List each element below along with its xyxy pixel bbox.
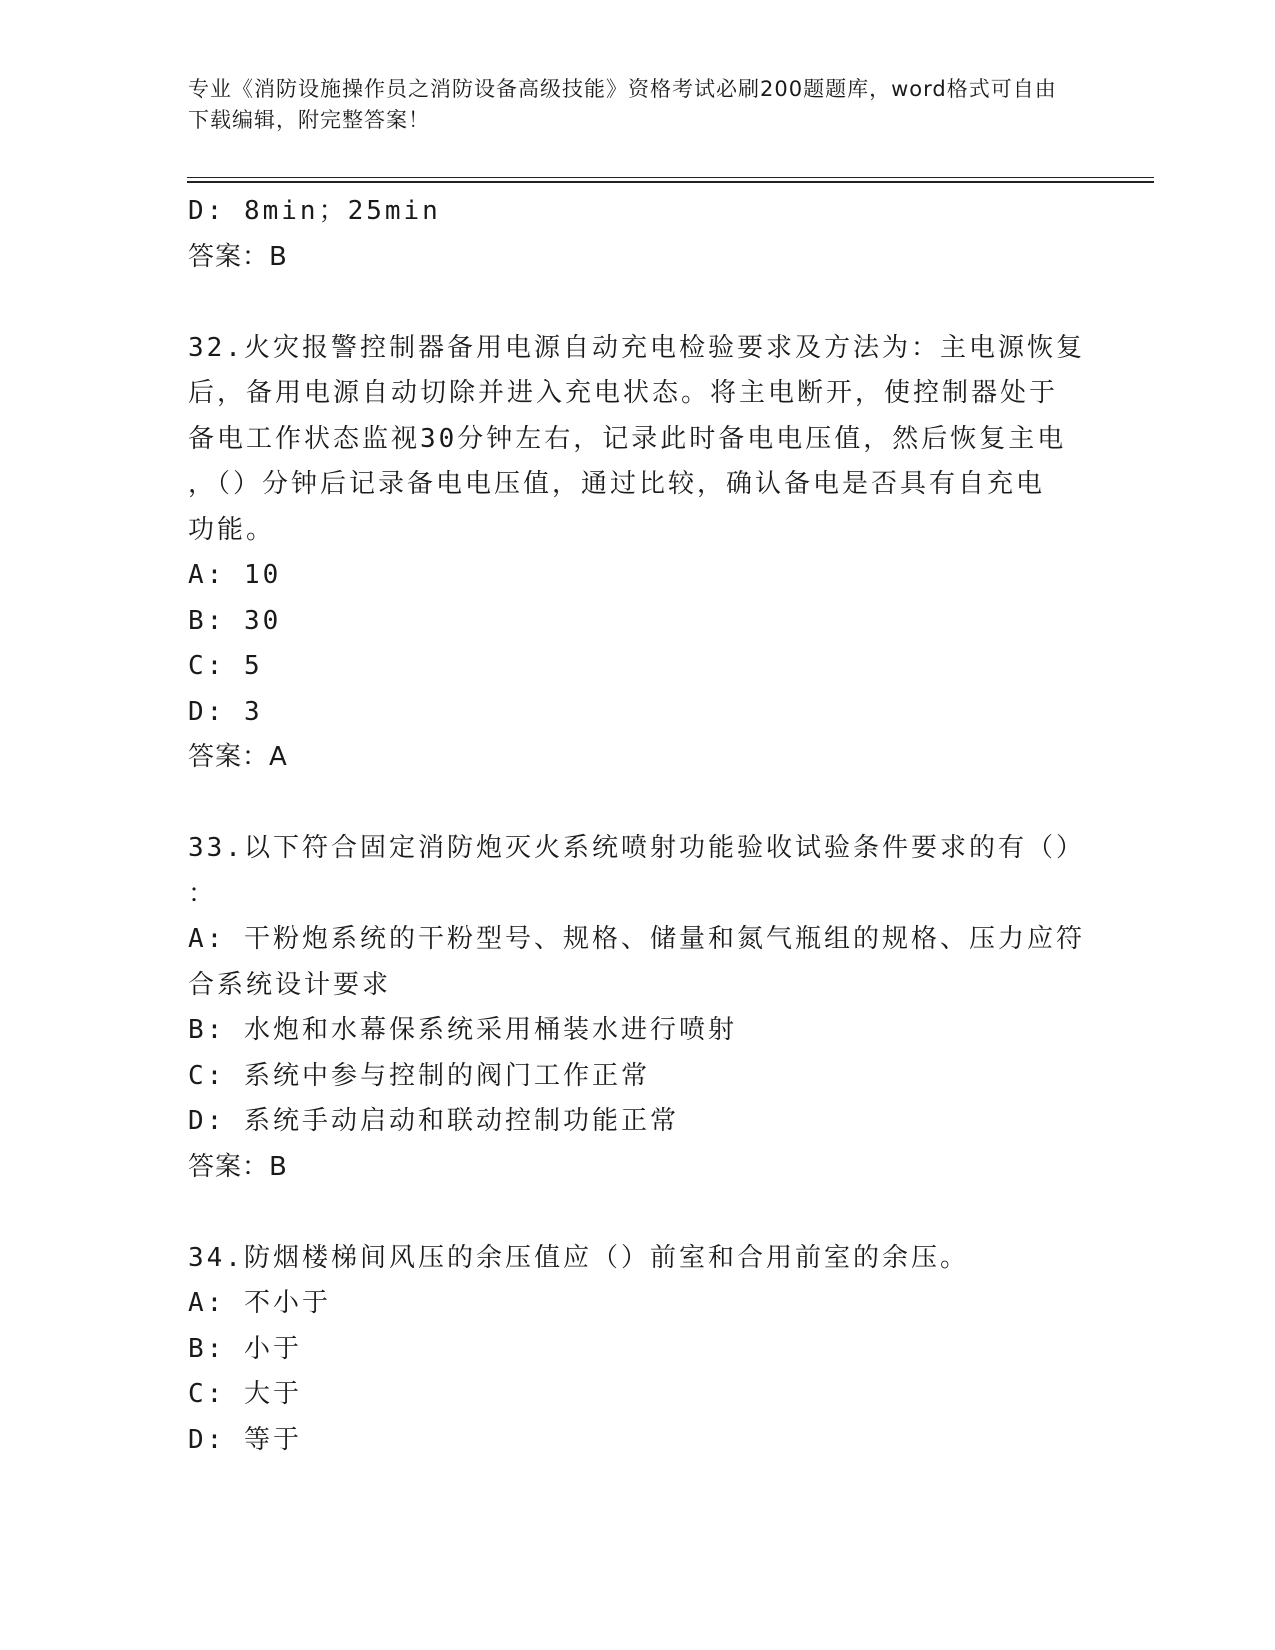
q34-stem-line-1: 34.防烟楼梯间风压的余压值应（）前室和合用前室的余压。 [188,1242,969,1273]
header-text: 专业《消防设施操作员之消防设备高级技能》资格考试必刷200题题库，word格式可自由下载编辑，附完整答案！ [188,77,1057,132]
spacer [188,1190,1088,1236]
q32-option-b: B: 30 [188,605,282,636]
q32-stem-line-4: ，（）分钟后记录备电电压值，通过比较，确认备电是否具有自充电 [188,469,1046,499]
q33-option-c: C: 系统中参与控制的阀门工作正常 [188,1060,650,1091]
question-33 [188,826,1088,1190]
q33-answer: 答案：B [188,1151,288,1182]
q33-option-d: D: 系统手动启动和联动控制功能正常 [188,1106,679,1136]
q34-option-a: A: 不小于 [188,1288,331,1318]
q32-stem-line-2: 后，备用电源自动切除并进入充电状态。将主电断开，使控制器处于 [188,378,1059,408]
q34-option-b: B: 小于 [188,1333,302,1364]
q34-option-d: D: 等于 [188,1424,302,1455]
q33-stem-line-1: 33.以下符合固定消防炮灭火系统喷射功能验收试验条件要求的有（） [188,833,1085,863]
q33-option-a-line-1: A: 干粉炮系统的干粉型号、规格、储量和氮气瓶组的规格、压力应符 [188,924,1085,954]
question-32 [188,326,1088,781]
q34-option-c: C: 大于 [188,1379,302,1409]
document-header [188,74,1068,136]
q32-stem-line-5: 功能。 [188,514,276,545]
spacer [188,781,1088,827]
header-rule-thick [187,181,1154,183]
header-rule-thin [187,177,1154,178]
question-34 [188,1236,1088,1464]
q33-option-b: B: 水炮和水幕保系统采用桶装水进行喷射 [188,1015,737,1045]
q32-answer: 答案：A [188,742,288,772]
q32-stem-line-1: 32.火灾报警控制器备用电源自动充电检验要求及方法为：主电源恢复 [188,332,1085,363]
q32-stem-line-3: 备电工作状态监视30分钟左右，记录此时备电电压值，然后恢复主电 [188,423,1067,454]
spacer [188,280,1088,326]
q33-option-a-line-2: 合系统设计要求 [188,969,392,1000]
question-content [188,189,1088,1463]
prev-option-d: D: 8min；25min [188,196,441,226]
q32-option-d: D: 3 [188,696,263,727]
q32-option-c: C: 5 [188,651,263,681]
prev-answer: 答案：B [188,241,288,272]
q32-option-a: A: 10 [188,560,282,590]
q33-stem-line-2: ： [188,878,218,909]
